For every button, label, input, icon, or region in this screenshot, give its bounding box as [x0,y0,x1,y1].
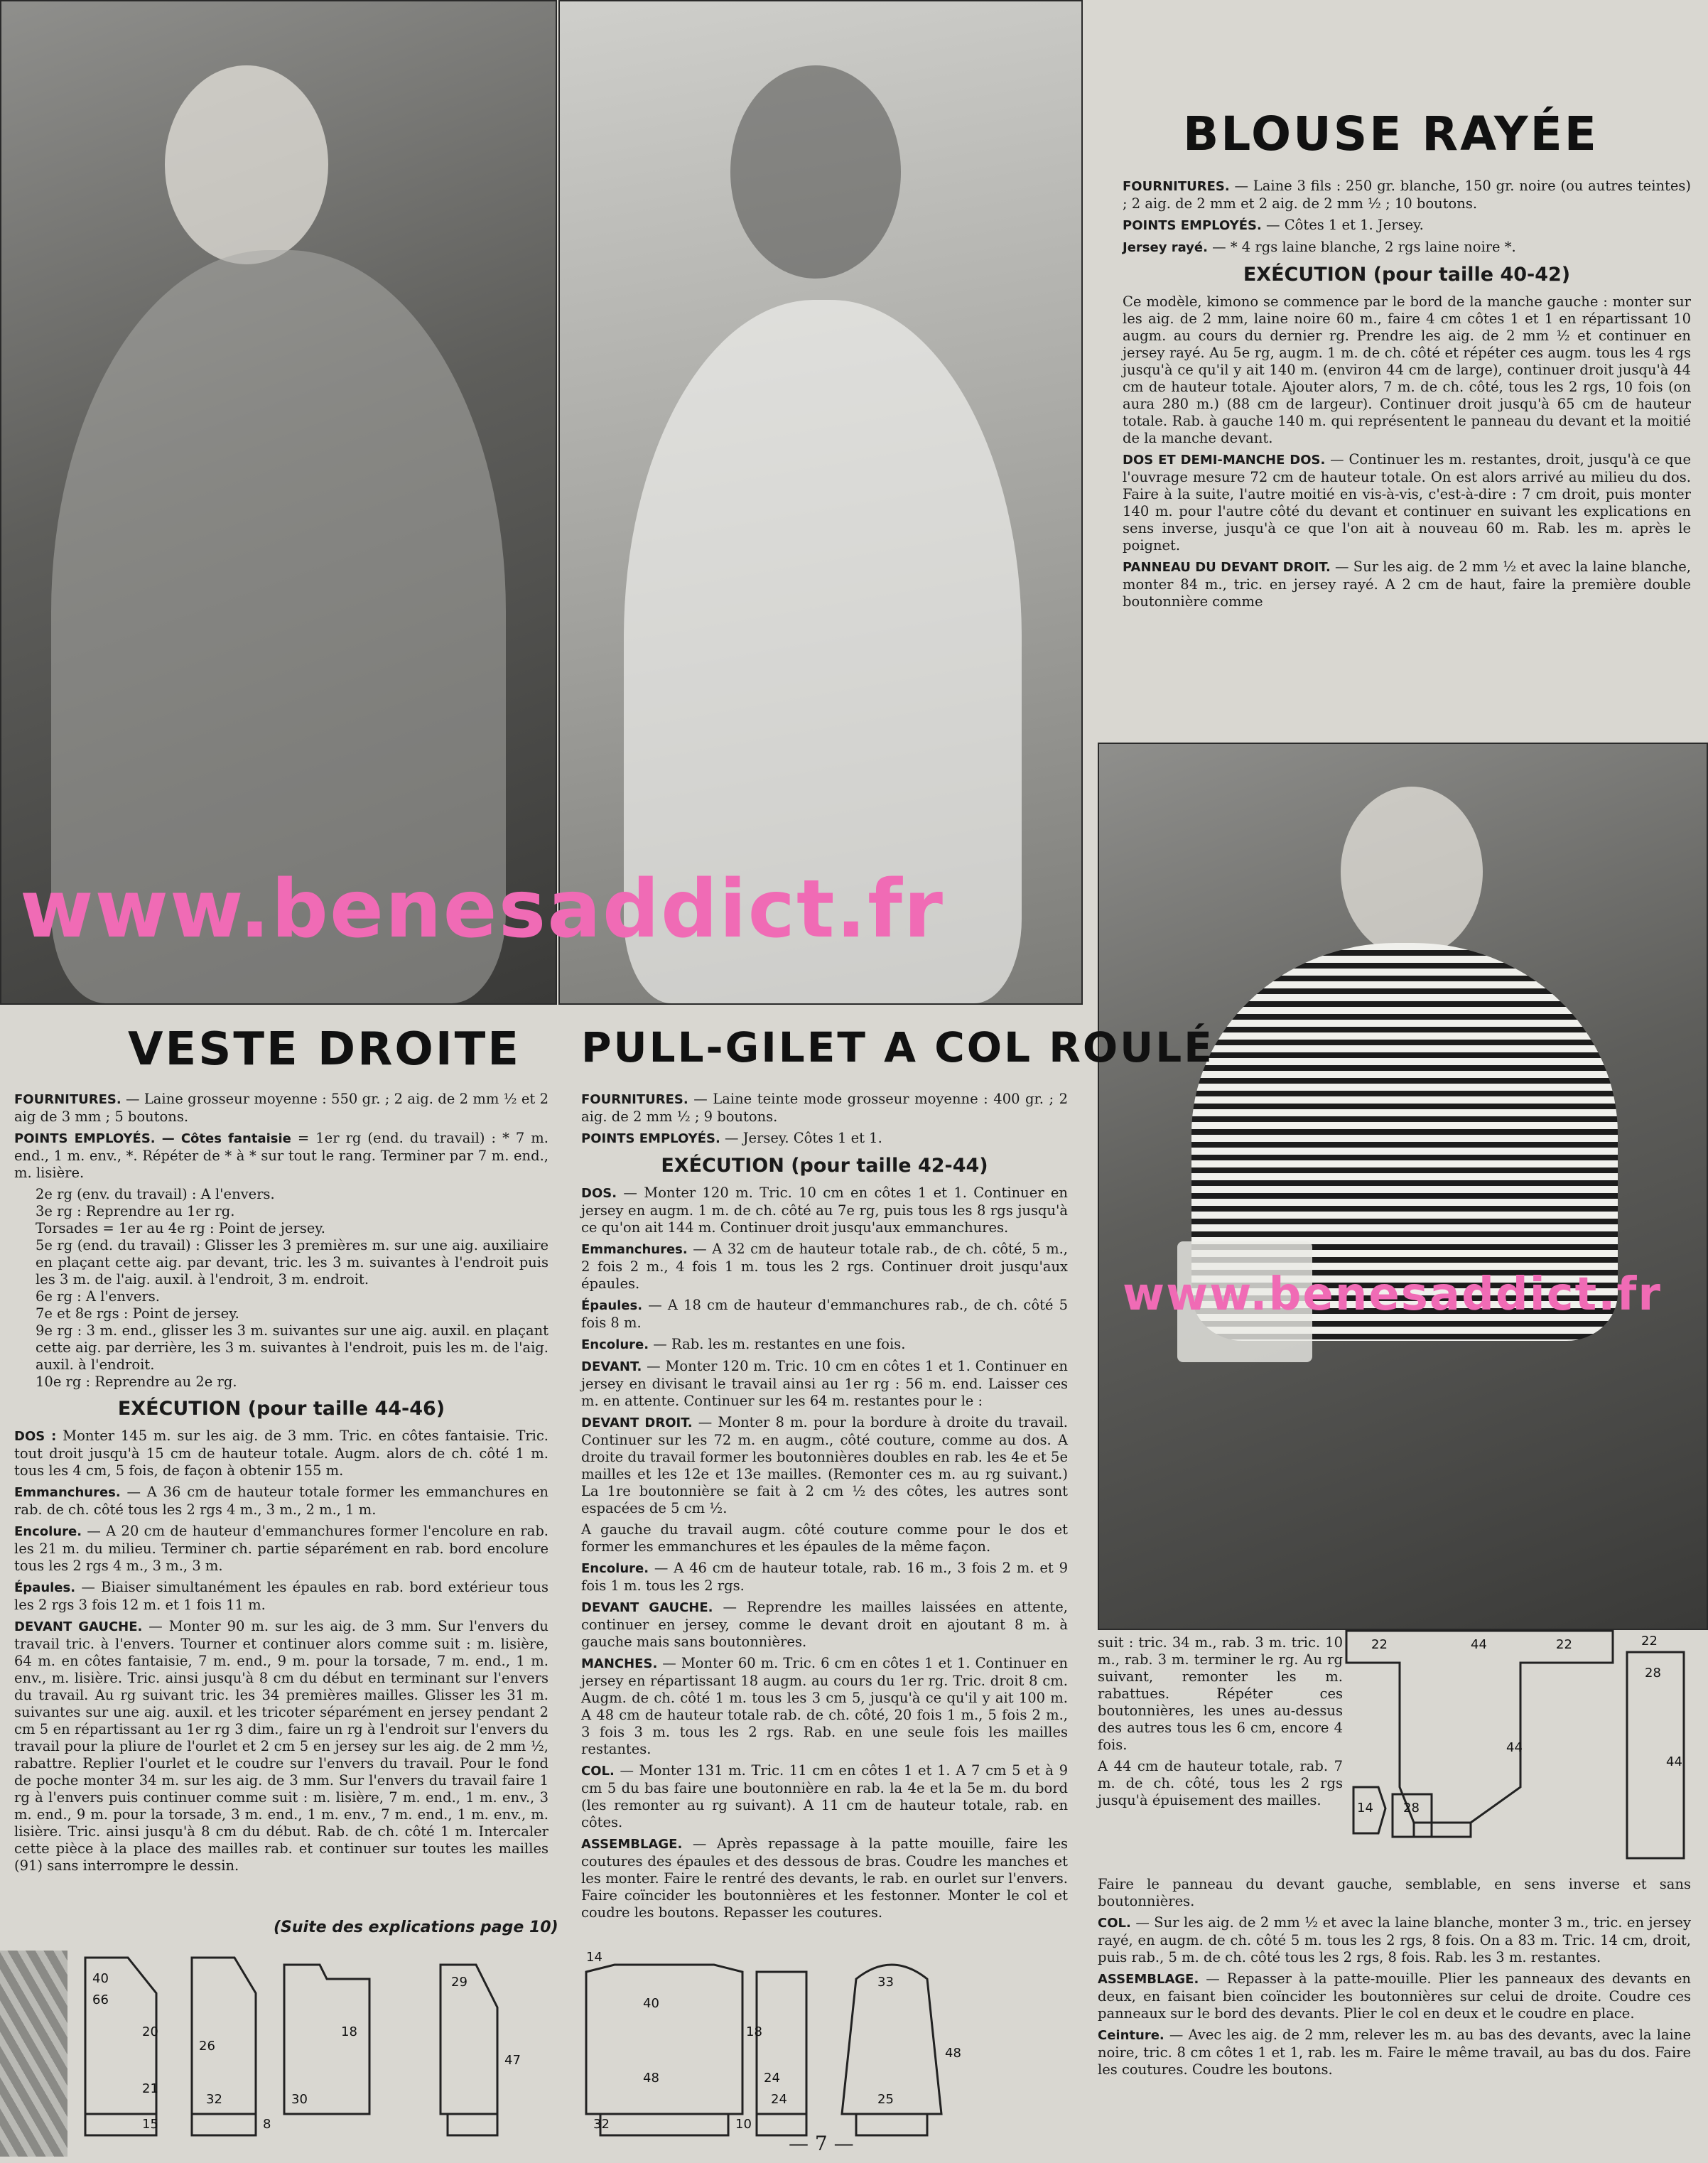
blouse-instructions: FOURNITURES. — Laine 3 fils : 250 gr. blanche, 150 gr. noire (ou autres teintes) ; 2 aig. de 2 mm et 2 aig. de 2 mm ½ ; 10 boutons. POINTS EMPLOYÉS. — Côtes 1 et 1. Jersey. Jersey rayé. — * 4 rgs laine blanche, 2 rgs laine noire *. EXÉCUTION (pour taille 40-42) Ce modèle, kimono se commence par le bord de la manche gauche : monter sur les aig. de 2 mm, laine noire 60 m., faire 4 cm côtes 1 et 1 en répartissant 10 augm. au cours du dernier rg. Prendre les aig. de 2 mm ½ et continuer en jersey rayé. Au 5e rg, augm. 1 m. de ch. côté et répéter ces augm. tous les 4 rgs jusqu'à ce qu'il y ait 140 m. (environ 44 cm de large), continuer droit jusqu'à 44 cm de hauteur totale. Ajouter alors, 7 m. de ch. côté, tous les 2 rgs, 10 fois (on aura 280 m.) (88 cm de largeur). Continuer droit jusqu'à 65 cm de hauteur totale. Rab. à gauche 140 m. qui représentent le panneau du devant et la moitié de la manche devant. DOS ET DEMI-MANCHE DOS. — Continuer les m. restantes, droit, jusqu'à ce que l'ouvrage mesure 72 cm de hauteur totale. On est alors arrivé au milieu du dos. Faire à la suite, l'autre moitié en vis-à-vis, c'est-à-dire : 7 cm droit, puis monter 140 m. pour l'autre côté du devant et continuer en suivant les explications en sens inverse, jusqu'à ce que l'on ait à nouveau 60 m. Rab. les m. après le poignet. PANNEAU DU DEVANT DROIT. — Sur les aig. de 2 mm ½ et avec la laine blanche, monter 84 m., tric. en jersey rayé. A 2 cm de haut, faire la première double boutonnière comme [1123,178,1692,610]
photo-veste-droite [0,0,557,1005]
dim-label: 22 [1641,1634,1658,1649]
dim-label: 20 [142,2024,158,2039]
dim-label: 44 [1471,1637,1487,1652]
blouse-instructions-cont: suit : tric. 34 m., rab. 3 m. tric. 10 m., rab. 3 m. terminer le rg. Au rg suivant, remonter les m. rabattues. Répéter ces boutonnières, les unes au-dessus des autres tous les 6 cm, encore 4 fois. A 44 cm de hauteur totale, rab. 7 m. de ch. côté, tous les 2 rgs jusqu'à épuisement des mailles. [1098,1634,1343,1808]
photo-pull-gilet [558,0,1083,1005]
title-veste-droite: VESTE DROITE [128,1023,521,1076]
dim-label: 32 [593,2117,610,2132]
diagram-pull [572,1951,998,2146]
dim-label: 66 [92,1992,109,2007]
pull-execution-heading: EXÉCUTION (pour taille 42-44) [661,1155,988,1177]
watermark-small: www.benesaddict.fr [1123,1268,1662,1321]
watermark: www.benesaddict.fr [20,863,945,956]
dim-label: 47 [504,2053,521,2068]
blouse-instructions-bottom: Faire le panneau du devant gauche, semblable, en sens inverse et sans boutonnières. COL. — Sur les aig. de 2 mm ½ et avec la laine blanche, monter 3 m., tric. en jersey rayé, en augm. de ch. côté 5 m. tous les 2 rgs, 8 fois. On a 83 m. Tric. 14 cm, droit, puis rab., 5 m. de ch. côté tous les 2 rgs, 8 fois. Rab. les 3 m. restantes. ASSEMBLAGE. — Repasser à la patte-mouille. Plier les panneaux des devants en deux, en faisant bien coïncider les boutonnières sur celui de droite. Coudre ces panneaux sur le bord des devants. Plier le col en deux et le coudre en place. Ceinture. — Avec les aig. de 2 mm, relever les m. au bas des devants, avec la laine noire, tric. 8 cm côtes 1 et 1, rab. les m. Faire le même travail, au bas du dos. Faire les coutures. Coudre les boutons. [1098,1876,1691,2078]
diagram-blouse [1343,1624,1698,1879]
photo-blouse-rayee [1098,743,1708,1630]
dim-label: 21 [142,2081,158,2096]
blouse-execution-heading: EXÉCUTION (pour taille 40-42) [1243,264,1571,286]
dim-label: 40 [92,1971,109,1986]
dim-label: 22 [1371,1637,1388,1652]
dim-label: 14 [1357,1801,1373,1816]
dim-label: 30 [291,2092,308,2107]
page-number: — 7 — [789,2132,854,2155]
dim-label: 28 [1645,1666,1661,1681]
knit-swatch [0,1951,67,2157]
diagram-veste-svg [71,1951,554,2146]
veste-suite-note: (Suite des explications page 10) [274,1919,558,1936]
dim-label: 32 [206,2092,222,2107]
title-pull-gilet: PULL-GILET A COL ROULÉ [581,1023,1214,1072]
dim-label: 15 [142,2117,158,2132]
dim-label: 18 [341,2024,357,2039]
dim-label: 28 [1403,1801,1420,1816]
diagram-blouse-svg [1343,1624,1698,1879]
veste-instructions: FOURNITURES. — Laine grosseur moyenne : 550 gr. ; 2 aig. de 2 mm ½ et 2 aig de 3 mm ; 5 boutons. POINTS EMPLOYÉS. — Côtes fantaisie = 1er rg (end. du travail) : * 7 m. end., 1 m. env., *. Répéter de * à * sur tout le rang. Terminer par 7 m. end., m. lisière. 2e rg (env. du travail) : A l'envers. 3e rg : Reprendre au 1er rg. Torsades = 1er au 4e rg : Point de jersey. 5e rg (end. du travail) : Glisser les 3 premières m. sur une aig. auxiliaire en plaçant cette aig. par devant, tric. les 3 m. suivantes à l'endroit puis les 3 m. de l'aig. auxil. à l'endroit, 3 m. endroit. 6e rg : A l'envers. 7e et 8e rgs : Point de jersey. 9e rg : 3 m. end., glisser les 3 m. suivantes sur une aig. auxil. en plaçant cette aig. par derrière, les 3 m. suivantes à l'endroit, puis les m. de l'aig. auxil. à l'endroit. 10e rg : Reprendre au 2e rg. EXÉCUTION (pour taille 44-46) DOS : Monter 145 m. sur les aig. de 3 mm. Tric. en côtes fantaisie. Tric. tout droit jusqu'à 15 cm de hauteur totale. Augm. alors de ch. côté 1 m. tous les 4 cm, 5 fois, de façon à obtenir 155 m. Emmanchures. — A 36 cm de hauteur totale former les emmanchures en rab. de ch. côté tous les 2 rgs 4 m., 3 m., 2 m., 1 m. Encolure. — A 20 cm de hauteur d'emmanchures former l'encolure en rab. les 21 m. du milieu. Terminer ch. partie séparément en rab. bord encolure tous les 2 rgs 4 m., 3 m., 3 m. Épaules. — Biaiser simultanément les épaules en rab. bord extérieur tous les 2 rgs 3 fois 12 m. et 1 fois 11 m. DEVANT GAUCHE. — Monter 90 m. sur les aig. de 3 mm. Sur l'envers du travail tric. à l'envers. Tourner et continuer alors comme suit : m. lisière, 64 m. en côtes fantaisie, 7 m. end., 9 m. pour la torsade, 7 m. end., 1 m. env., m. lisière. Tric. ainsi jusqu'à 8 cm du début en terminant sur l'envers du travail. Au rg suivant tric. les 34 premières mailles. Glisser les 31 m. suivantes sur une aig. auxil. et les tricoter séparément en jersey pendant 2 cm 5 en répartissant au 1er rg 3 dim., faire un rg à l'endroit sur l'envers du travail pour la pliure de l'ourlet et 2 cm 5 en jersey sur les aig. de 2 mm ½, rabattre. Replier l'ourlet et le coudre sur l'envers du travail. Pour le fond de poche monter 34 m. sur les aig. de 3 mm. Sur l'envers du travail faire 1 rg à l'envers puis continuer comme suit : m. lisière, 7 m. end., 1 m. env., 3 m. end., 9 m. pour la torsade, 3 m. end., 1 m. env., 7 m. end., 1 m. env., m. lisière. Tric. ainsi jusqu'à 8 cm du début. Rab. de ch. côté 1 m. Intercaler cette pièce à la place des mailles rab. et continuer sur toutes les mailles (91) sans interrompre le dessin. [14,1091,548,1874]
dim-label: 48 [945,2046,961,2061]
dim-label: 40 [643,1996,659,2011]
diagram-veste [71,1951,554,2146]
diagram-pull-svg [572,1951,998,2146]
dim-label: 18 [746,2024,762,2039]
pull-instructions: FOURNITURES. — Laine teinte mode grosseur moyenne : 400 gr. ; 2 aig. de 2 mm ½ ; 9 boutons. POINTS EMPLOYÉS. — Jersey. Côtes 1 et 1. EXÉCUTION (pour taille 42-44) DOS. — Monter 120 m. Tric. 10 cm en côtes 1 et 1. Continuer en jersey en augm. 1 m. de ch. côté au 7e rg, puis tous les 8 rgs jusqu'à ce qu'on ait 144 m. Continuer droit jusqu'aux emmanchures. Emmanchures. — A 32 cm de hauteur totale rab., de ch. côté, 5 m., 2 fois 2 m., 4 fois 1 m. tous les 2 rgs. Continuer droit jusqu'aux épaules. Épaules. — A 18 cm de hauteur d'emmanchures rab., de ch. côté 5 fois 8 m. Encolure. — Rab. les m. restantes en une fois. DEVANT. — Monter 120 m. Tric. 10 cm en côtes 1 et 1. Continuer en jersey en divisant le travail ainsi au 1er rg : 56 m. end. Laisser ces m. en attente. Continuer sur les 64 m. restantes pour le : DEVANT DROIT. — Monter 8 m. pour la bordure à droite du travail. Continuer sur les 72 m. en augm., côté couture, comme au dos. A droite du travail former les boutonnières doubles en rab. les 4e et 5e mailles et les 12e et 13e mailles. (Remonter ces m. au rg suivant.) La 1re boutonnière se fait à 2 cm ½ des côtes, les autres sont espacées de 5 cm ½. A gauche du travail augm. côté couture comme pour le dos et former les emmanchures et les épaules de la même façon. Encolure. — A 46 cm de hauteur totale, rab. 16 m., 3 fois 2 m. et 9 fois 1 m. tous les 2 rgs. DEVANT GAUCHE. — Reprendre les mailles laissées en attente, continuer en jersey, comme le devant droit en ajoutant 8 m. à gauche mais sans boutonnières. MANCHES. — Monter 60 m. Tric. 6 cm en côtes 1 et 1. Continuer en jersey en répartissant 18 augm. au cours du 1er rg. Tric. droit 8 cm. Augm. de ch. côté 1 m. tous les 3 cm 5, jusqu'à ce qu'il y ait 100 m. A 48 cm de hauteur totale rab. de ch. côté, 20 fois 1 m., 5 fois 2 m., 3 fois 3 m. tous les 2 rgs. Rab. en une seule fois les mailles restantes. COL. — Monter 131 m. Tric. 11 cm en côtes 1 et 1. A 7 cm 5 et à 9 cm 5 du bas faire une boutonnière en rab. la 4e et la 5e m. du bord (les remonter au rg suivant). A 11 cm de hauteur totale, rab. en côtes. ASSEMBLAGE. — Après repassage à la patte mouille, faire les coutures des épaules et des dessous de bras. Coudre les manches et les monter. Faire le rentré des devants, le rab. en ourlet sur l'envers. Faire coïncider les boutonnières et les festonner. Monter le col et coudre les boutons. Repasser les coutures. [581,1091,1068,1921]
title-blouse-rayee: BLOUSE RAYÉE [1183,107,1599,161]
dim-label: 14 [586,1950,602,1965]
dim-label: 44 [1506,1740,1523,1755]
dim-label: 8 [263,2117,271,2132]
dim-label: 48 [643,2071,659,2086]
dim-label: 29 [451,1975,467,1990]
dim-label: 44 [1666,1754,1682,1769]
dim-label: 25 [877,2092,894,2107]
dim-label: 26 [199,2039,215,2054]
dim-label: 24 [764,2071,780,2086]
dim-label: 22 [1556,1637,1572,1652]
dim-label: 24 [771,2092,787,2107]
veste-execution-heading: EXÉCUTION (pour taille 44-46) [117,1398,445,1420]
dim-label: 33 [877,1975,894,1990]
dim-label: 10 [735,2117,752,2132]
